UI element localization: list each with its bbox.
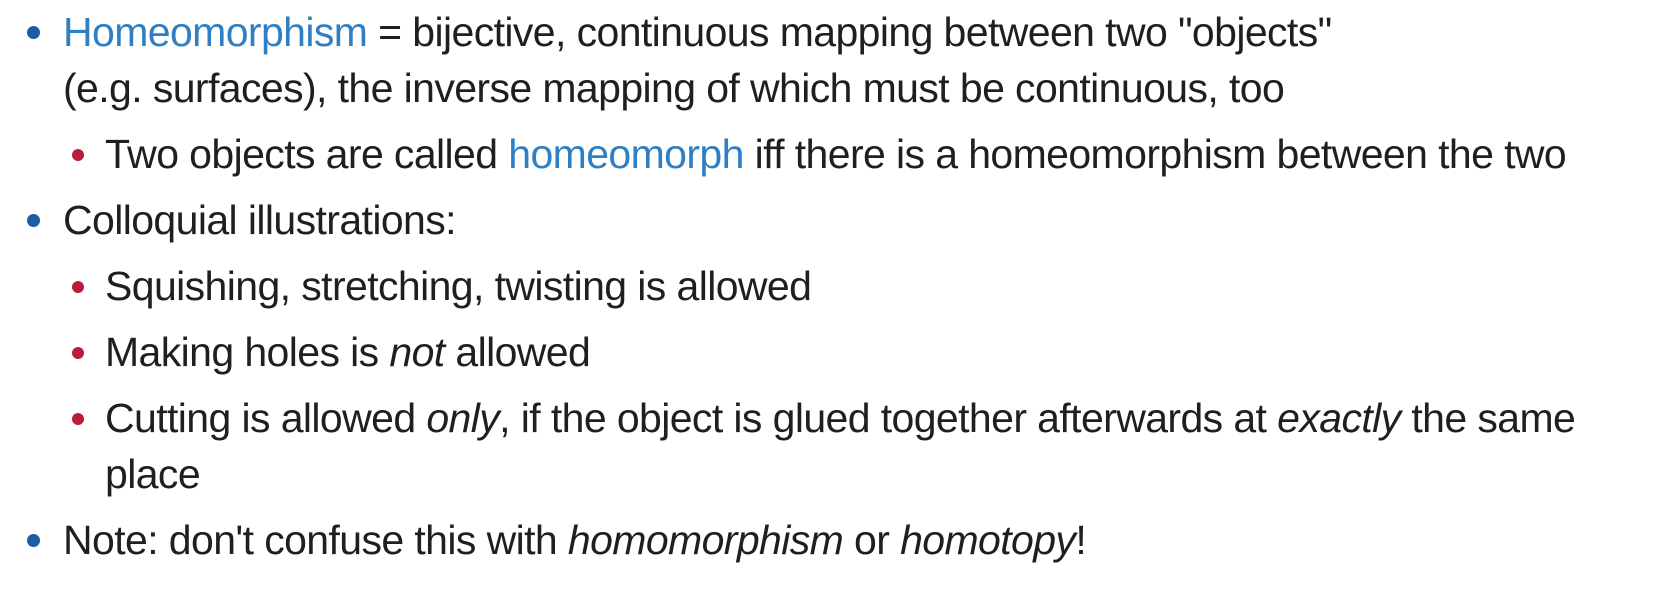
bullet-gutter [0,192,63,227]
text-segment: , if the object is glued together afterwards at [499,395,1278,441]
text-segment: Making holes is [105,329,390,375]
text-segment: Note: don't confuse this with [63,517,568,563]
bullet-line [0,512,1674,568]
bullet-gutter [0,258,105,293]
bullet-line [0,4,1674,60]
text-segment: (e.g. surfaces), the inverse mapping of which must be continuous, too [63,65,1285,111]
highlighted-term: homeomorph [508,131,744,177]
bullet-icon [27,214,40,227]
emphasized-text: homotopy [900,517,1076,563]
bullet-line [0,258,1674,314]
text-segment: iff there is a homeomorphism between the two [743,131,1567,177]
emphasized-text: homomorphism [567,517,844,563]
text-segment: ! [1075,517,1087,563]
bullet-icon [27,26,40,39]
bullet-item [0,258,1674,314]
bullet-text [105,126,1566,182]
bullet-item [0,512,1674,568]
bullet-text [63,60,1284,116]
bullet-continuation-line [0,446,1674,502]
bullet-text [105,446,200,502]
text-segment: = bijective, continuous mapping between two "objects" [367,9,1332,55]
text-segment: place [105,451,201,497]
bullet-text [105,324,590,380]
bullet-continuation-line [0,60,1674,116]
bullet-gutter [0,4,63,39]
bullet-icon [72,149,84,161]
emphasized-text: only [426,395,500,441]
bullet-icon [72,281,84,293]
bullet-line [0,324,1674,380]
text-segment: or [843,517,901,563]
text-segment: Colloquial illustrations: [63,197,456,243]
bullet-line [0,126,1674,182]
bullet-gutter [0,390,105,425]
bullet-item [0,192,1674,248]
bullet-text [105,258,811,314]
bullet-item [0,4,1674,116]
text-segment: Cutting is allowed [105,395,427,441]
bullet-line [0,390,1674,446]
bullet-text [105,390,1575,446]
text-segment: the same [1400,395,1576,441]
bullet-list [0,4,1674,568]
bullet-text [63,512,1086,568]
bullet-text [63,4,1332,60]
bullet-line [0,192,1674,248]
bullet-icon [27,534,40,547]
emphasized-text: not [389,329,445,375]
bullet-item [0,126,1674,182]
emphasized-text: exactly [1277,395,1401,441]
text-segment: Squishing, stretching, twisting is allowed [105,263,812,309]
bullet-gutter [0,512,63,547]
bullet-item [0,390,1674,502]
bullet-item [0,324,1674,380]
bullet-icon [72,347,84,359]
highlighted-term: Homeomorphism [63,9,368,55]
text-segment: Two objects are called [105,131,509,177]
bullet-icon [72,413,84,425]
bullet-gutter [0,324,105,359]
bullet-text [63,192,456,248]
text-segment: allowed [444,329,591,375]
bullet-gutter [0,126,105,161]
